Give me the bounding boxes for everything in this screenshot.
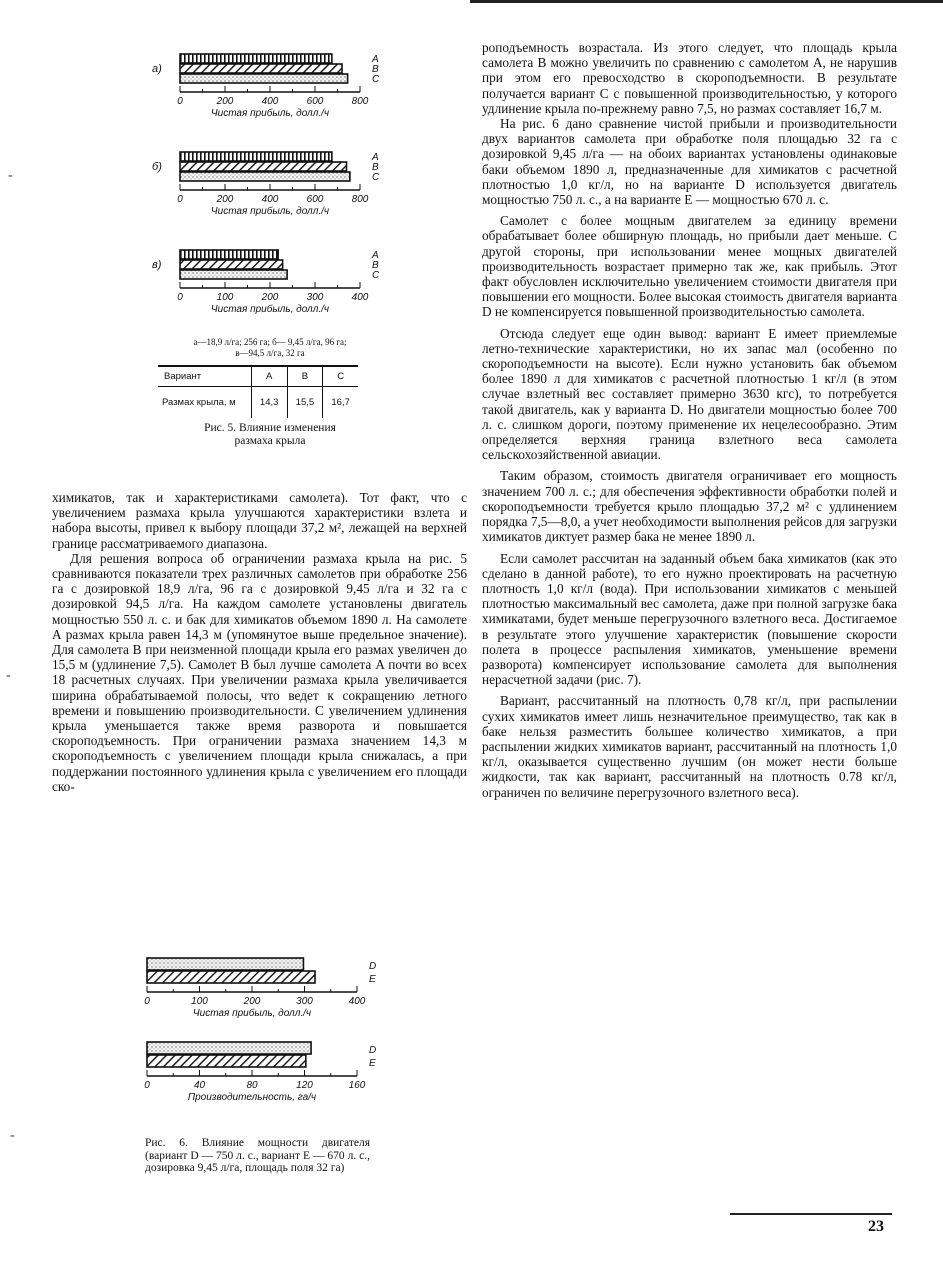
series-label: E <box>369 974 376 985</box>
table-cell: 15,5 <box>287 387 323 419</box>
paragraph: Вариант, рассчитанный на плотность 0,78 кг/л, при распылении сухих химикатов имеет лишь незначительное преимущество, так как в баке нельзя разместить большее количество химикатов, а при распылении жидких химикатов вариант, рассчитанный на плотность 1,0 кг/л, оказывается существенно лучшим (он может нести больше жидкости, так как вариант, рассчитанный на плотность 0.78 кг/л, ограничен по величине перегрузочного взлетного веса). <box>482 693 897 800</box>
legend-note-line2: в—94,5 л/га, 32 га <box>235 348 305 358</box>
tick-label: 100 <box>191 996 208 1007</box>
tick-label: 0 <box>177 194 183 205</box>
series-label: A <box>372 152 379 163</box>
bar <box>180 64 342 73</box>
footer-rule <box>730 1213 892 1215</box>
paragraph: На рис. 6 дано сравнение чистой прибыли и производительности двух вариантов самолета при обработке поля площадью 32 га с дозировкой 9,45 л/га — на обоих вариантах установлены одинаковые баки объемом 1890 л, предназначенные для химикатов с расчетной плотностью 1,0 кг/л, но на варианте D используется двигатель мощностью 750 л. с., а на варианте E — мощностью 670 л. с. <box>482 116 897 208</box>
bar <box>180 162 347 171</box>
panel-label: б) <box>152 161 162 173</box>
figure-6-bar-charts <box>135 950 385 1130</box>
paragraph: роподъемность возрастала. Из этого следует, что площадь крыла самолета B можно увеличить по сравнению с самолетом A, не нарушив при этом его превосходство в скороподъемности. В результате получается вариант C с повышенной производительностью, у которого удлинение крыла по-прежнему равно 7,5, но размах составляет 16,7 м. <box>482 40 897 116</box>
tick-label: 100 <box>216 292 234 303</box>
axis-label: Производительность, га/ч <box>187 1092 317 1103</box>
table-cell: 16,7 <box>323 387 358 419</box>
bar <box>180 54 332 63</box>
tick-label: 0 <box>144 996 150 1007</box>
tick-label: 300 <box>296 996 313 1007</box>
figure-5-bar-charts <box>140 40 400 330</box>
legend-note-line1: а—18,9 л/га; 256 га; б— 9,45 л/га, 96 га; <box>193 337 347 347</box>
bar-chart-panel <box>152 152 380 217</box>
bar <box>180 152 332 161</box>
series-label: A <box>372 250 379 261</box>
tick-label: 400 <box>348 996 366 1007</box>
scan-mark: ‐ <box>8 168 13 183</box>
series-label: D <box>369 961 377 972</box>
bar <box>180 250 278 259</box>
paragraph: химикатов, так и характеристиками самолета). Тот факт, что с увеличением размаха крыла улучшаются характеристики взлета и набора высоты, привел к выбору площади 37,2 м², лежащей на верхней границе рассматриваемого диапазона. <box>52 490 467 551</box>
figure-5 <box>140 40 400 447</box>
scan-mark: ‐ <box>10 1128 15 1143</box>
tick-label: 600 <box>306 194 324 205</box>
paragraph: Для решения вопроса об ограничении размаха крыла на рис. 5 сравниваются показатели трех различных самолетов при обработке 256 га с дозировкой 18,9 л/га, 96 га с дозировкой 9,45 л/га и 32 га с дозировкой 94,5 л/га. На каждом самолете установлены двигатель мощностью 550 л. с. и бак для химикатов объемом 1890 л. На самолете A размах крыла равен 14,3 м (упомянутое выше предельное значение). Для самолета B при неизменной площади крыла его размах увеличен до 15,5 м (удлинение 7,5). Самолет B был лучше самолета A почти во всех 18 расчетных случаях. При увеличении размаха крыла увеличивается ширина обрабатываемой полосы, что ведет к сокращению летного времени и повышению производительности. С увеличением удлинения крыла уменьшается также время разворота и повышается скороподъемность. При ограничении размаха значением 14,3 м скороподъемность с увеличением площади крыла снижалась, а при поддержании постоянного удлинения крыла с увеличением его площади ско- <box>52 550 467 794</box>
tick-label: 200 <box>243 996 261 1007</box>
series-label: E <box>369 1058 376 1069</box>
paragraph: Таким образом, стоимость двигателя ограничивает его мощность значением 700 л. с.; для обеспечения эффективности обработки полей и скороподъемности требуется крыло площадью 37,2 м² с удлинением порядка 7,5—8,0, а учет необходимости выполнения рейсов для загрузки химикатов диктует размер бака не менее 1890 л. <box>482 468 897 545</box>
table-header-cell: C <box>323 366 358 387</box>
axis-label: Чистая прибыль, долл./ч <box>210 108 330 119</box>
paragraph: Если самолет рассчитан на заданный объем бака химикатов (как это сделано в данной работе), то его нужно проектировать на расчетную плотность 1,0 кг/л (вода). При использовании химикатов с меньшей плотностью максимальный вес самолета, даже при полной загрузке бака химикатами, будет меньше перегрузочного взлетного веса. Достигаемое в результате этого улучшение характеристик (повышение скорости полета в процессе распыления химикатов, уменьшение времени разворота) компенсирует использование самолета для выполнения нерасчетной задачи (рис. 7). <box>482 550 897 688</box>
bar <box>180 74 348 83</box>
bar <box>147 971 315 983</box>
table-header-cell: Вариант <box>164 371 202 382</box>
bar-chart-panel <box>152 250 380 315</box>
scan-mark: ‐ <box>6 668 11 683</box>
bar <box>147 1042 311 1054</box>
figure-6 <box>135 950 385 1175</box>
series-label: C <box>372 172 380 183</box>
bar-chart-panel <box>144 1042 376 1103</box>
tick-label: 0 <box>177 96 183 107</box>
series-label: B <box>372 260 379 271</box>
tick-label: 80 <box>246 1080 258 1091</box>
tick-label: 400 <box>261 96 279 107</box>
bar <box>180 270 287 279</box>
table-cell: Размах крыла, м <box>162 397 236 408</box>
paragraph: Отсюда следует еще один вывод: вариант E имеет приемлемые летно-технические характеристики, но их запас мал (особенно по скороподъемности на высоте). Если нужно установить бак объемом более 1890 л для химикатов с расчетной плотностью 1 кг/л (в этом случае взлетный вес составляет примерно 3630 кгс), то потребуется такой двигатель, как у варианта D. Но двигатели мощностью более 700 л. с. слишком дороги, поэтому применение их нецелесообразно. Этим определяется верхняя граница взлетного веса самолета сельскохозяйственной авиации. <box>482 325 897 463</box>
table-header-row <box>158 366 358 387</box>
tick-label: 200 <box>261 292 279 303</box>
left-text-column <box>52 490 467 794</box>
tick-label: 200 <box>216 96 234 107</box>
top-rule <box>470 0 943 3</box>
axis-label: Чистая прибыль, долл./ч <box>210 304 330 315</box>
tick-label: 400 <box>261 194 279 205</box>
axis-label: Чистая прибыль, долл./ч <box>210 206 330 217</box>
panel-label: а) <box>152 63 162 75</box>
bar <box>147 958 303 970</box>
series-label: C <box>372 74 380 85</box>
figure-5-caption-line1: Рис. 5. Влияние изменения <box>204 422 336 434</box>
bar <box>147 1055 306 1067</box>
bar-chart-panel <box>152 54 380 119</box>
series-label: B <box>372 64 379 75</box>
tick-label: 600 <box>306 96 324 107</box>
right-text-column <box>482 40 897 800</box>
tick-label: 300 <box>306 292 324 303</box>
figure-5-caption-line2: размаха крыла <box>234 434 306 447</box>
tick-label: 160 <box>348 1080 366 1091</box>
tick-label: 800 <box>351 96 369 107</box>
series-label: B <box>372 162 379 173</box>
page-number: 23 <box>868 1218 884 1235</box>
wingspan-table <box>158 365 358 418</box>
axis-label: Чистая прибыль, долл./ч <box>192 1008 312 1019</box>
table-row <box>158 387 358 419</box>
series-label: D <box>369 1045 377 1056</box>
paragraph: Самолет с более мощным двигателем за единицу времени обрабатывает более обширную площадь, но прибыли дает меньше. С другой стороны, при использовании менее мощных двигателей производительность возрастает примерно так же, как прибыль. Этот факт обусловлен исключительно увеличением стоимости двигателя при повышении его мощности. Более высокая стоимость двигателя варианта D не компенсируется повышенной производительностью самолета. <box>482 213 897 320</box>
tick-label: 800 <box>351 194 369 205</box>
bar <box>180 172 350 181</box>
tick-label: 120 <box>296 1080 313 1091</box>
tick-label: 40 <box>193 1080 206 1091</box>
table-cell: 14,3 <box>251 387 287 419</box>
panel-label: в) <box>152 259 162 271</box>
figure-6-caption: Рис. 6. Влияние мощности двигателя (вариант D — 750 л. с., вариант E — 670 л. с., дозировка 9,45 л/га, площадь поля 32 га) <box>145 1137 370 1174</box>
bar-chart-panel <box>144 958 376 1019</box>
bar <box>180 260 283 269</box>
series-label: C <box>372 270 380 281</box>
series-label: A <box>372 54 379 65</box>
tick-label: 0 <box>144 1080 150 1091</box>
tick-label: 400 <box>351 292 369 303</box>
tick-label: 200 <box>216 194 234 205</box>
table-header-cell: B <box>287 366 323 387</box>
tick-label: 0 <box>177 292 183 303</box>
table-header-cell: A <box>251 366 287 387</box>
